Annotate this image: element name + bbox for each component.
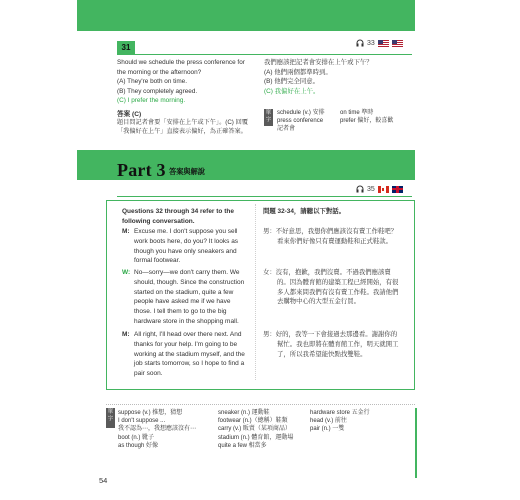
vocab-item: boot (n.) 靴子 (118, 434, 155, 441)
question-english (117, 58, 257, 106)
option-c-correct: (C) I prefer the morning. (117, 97, 186, 105)
speaker-label: 男： (263, 331, 276, 338)
dialogue-line: 幫忙。我也即將在體育館工作，明天就開工 (277, 340, 399, 348)
vocab-column (277, 110, 325, 133)
speaker-label: M: (122, 228, 130, 235)
audio-track-number: 35 (367, 185, 375, 193)
dialogue-line: should, though. Since the construction (134, 278, 245, 286)
answer-text: 答案 (C) (117, 111, 142, 118)
vocab-column (218, 409, 293, 450)
audio-track-indicator (356, 39, 403, 47)
dialogue-intro-zh: 問題 32-34，請聽以下對話。 (263, 208, 346, 215)
vocab-column (310, 409, 370, 434)
dialogue-line: Excuse me. I don't suppose you sell (134, 228, 238, 235)
speaker-m2-en (122, 330, 254, 379)
vocab-item: suppose (v.) 推想，猜想 (118, 410, 183, 416)
explanation-line: 「我偏好在上午」直接表示偏好，為正確答案。 (117, 128, 247, 135)
question-chinese (264, 58, 414, 96)
dialogue-line: those. I tell them to go to the big (134, 308, 227, 316)
explanation (117, 118, 257, 136)
dialogue-line: though you have only sneakers and (134, 247, 237, 255)
vocab-item: press conference (277, 117, 324, 124)
vocab-item: as though 好像 (118, 442, 159, 449)
audio-track-indicator (356, 185, 403, 193)
vocab-item: hardware store 五金行 (310, 410, 370, 416)
speaker-m1-en (122, 227, 254, 266)
section-divider (117, 196, 412, 197)
dialogue-line: 了，所以我希望能快點找雙鞋。 (277, 350, 367, 358)
speaker-m2-zh (263, 330, 413, 359)
option-a: (A) They're both on time. (117, 78, 188, 86)
option-c-correct: (C) 我偏好在上午。 (264, 87, 320, 95)
headphones-icon (356, 185, 364, 193)
speaker-label: 女： (263, 269, 276, 276)
option-b: (B) 他們完全同意。 (264, 78, 320, 86)
question-line: the morning or the afternoon? (117, 68, 202, 76)
dialogue-line: 的。因為體育館的建築工程已經開始，有很 (277, 278, 399, 286)
vocab-tag: 單字 (264, 109, 273, 126)
dialogue-line: hardware store in the shopping mall. (134, 317, 239, 325)
part-subtitle: 答案與解說 (169, 167, 205, 176)
canada-flag-icon (378, 186, 389, 193)
dialogue-line: 多人都來問我們有沒有賣工作鞋。我請他們 (277, 288, 399, 296)
intro-line: following conversation. (122, 217, 195, 225)
dialogue-intro-en (122, 207, 252, 227)
vocab-item: 記者會 (277, 125, 296, 132)
vocab-divider (106, 404, 415, 405)
vocab-item: 我不認為⋯，我想應該沒有⋯ (118, 426, 197, 433)
us-flag-icon (392, 40, 403, 47)
dialogue-line: 好的，我等一下會接過去那邊看。謝謝你的 (275, 331, 398, 338)
speaker-label: 男： (263, 228, 276, 235)
vocab-item: schedule (v.) 安排 (277, 110, 325, 116)
vocab-column (118, 409, 196, 450)
dialogue-line: work boots here, do you? It looks as (134, 237, 239, 245)
section-divider (117, 54, 412, 55)
dialogue-line: All right, I'll head over there next. And (134, 331, 242, 338)
audio-track-number: 33 (367, 39, 375, 47)
dialogue-line: job starts tomorrow, so I hope to find a (134, 360, 245, 368)
explanation-line: 題目問記者會要「安排在上午或下午」。(C) 回覆 (117, 119, 248, 126)
us-flag-icon (378, 40, 389, 47)
uk-flag-icon (392, 186, 403, 193)
dialogue-line: formal footwear. (134, 257, 181, 265)
vocab-item: stadium (n.) 體育館，運動場 (218, 434, 294, 441)
question-number-badge: 31 (117, 41, 135, 54)
speaker-w-zh (263, 268, 413, 307)
option-b: (B) They completely agreed. (117, 87, 198, 95)
vocab-item: on time 準時 (340, 110, 374, 116)
intro-line: Questions 32 through 34 refer to the (122, 208, 234, 215)
dialogue-line: 去購物中心的大型五金行買。 (277, 298, 361, 306)
dialogue-line: working at the stadium myself, and the (134, 350, 245, 358)
page-number: 54 (99, 476, 108, 485)
option-a: (A) 他們兩個都準時到。 (264, 68, 332, 76)
dialogue-line: 沒有，抱歉，我們沒賣。不過我們應該賣 (275, 269, 391, 276)
question-line: Should we schedule the press conference for (117, 59, 245, 66)
vocab-item: head (v.) 前往 (310, 418, 347, 425)
answer-label (117, 108, 141, 118)
dialogue-line: started on the stadium, quite a few (134, 288, 234, 296)
speaker-w-en (122, 268, 254, 327)
dialogue-line: people have asked me if we have (134, 298, 231, 306)
vocab-item: quite a few 相當多 (218, 442, 267, 449)
speaker-label: W: (122, 269, 131, 276)
dialogue-line: thanks for your help. I'm going to be (134, 340, 238, 348)
vocab-item: prefer 偏好，較喜歡 (340, 117, 394, 124)
vocab-item: footwear (n.)（總稱）鞋類 (218, 418, 288, 425)
top-green-banner (77, 0, 415, 31)
margin-accent-line (415, 408, 417, 478)
vocab-item: pair (n.) 一雙 (310, 426, 345, 433)
speaker-m1-zh (263, 227, 413, 247)
part-title: Part 3 (117, 160, 166, 180)
dialogue-line: 不好意思，我想你們應該沒有賣工作鞋吧？ (275, 228, 398, 235)
vocab-column (340, 110, 393, 126)
dialogue-line: 看來你們好像只有賣運動鞋和正式鞋款。 (277, 237, 393, 245)
dialogue-line: No—sorry—we don't carry them. We (134, 269, 240, 276)
vocab-tag: 單字 (106, 408, 115, 428)
vocab-item: I don't suppose ... (118, 418, 166, 425)
vocab-item: carry (v.) 販賣（某項商品） (218, 426, 291, 433)
headphones-icon (356, 39, 364, 47)
column-divider (255, 204, 256, 380)
vocab-item: sneaker (n.) 運動鞋 (218, 410, 270, 416)
dialogue-line: pair soon. (134, 370, 163, 378)
speaker-label: M: (122, 331, 130, 338)
question-line: 我們應該把記者會安排在上午或下午？ (264, 59, 373, 66)
